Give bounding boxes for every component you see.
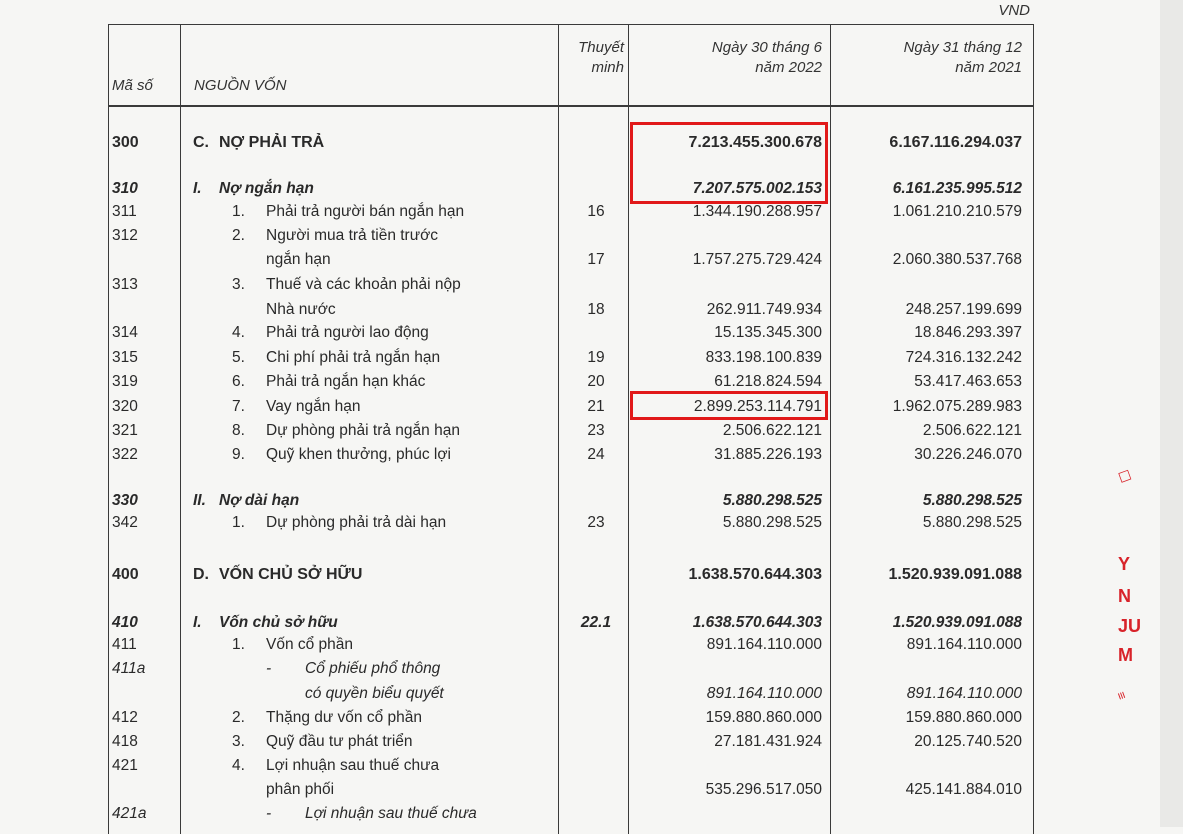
row-code: 330	[112, 492, 138, 509]
row-description: Vay ngắn hạn	[266, 398, 361, 415]
row-description: Phải trả ngắn hạn khác	[266, 373, 426, 390]
row-code: 411	[112, 636, 137, 653]
row-code: 421	[112, 757, 138, 774]
row-code: 421a	[112, 805, 147, 822]
row-value-2021: 1.061.210.210.579	[892, 203, 1022, 220]
row-description: Quỹ đầu tư phát triển	[266, 733, 413, 750]
row-number: 7.	[232, 398, 245, 415]
table-row	[0, 634, 1183, 656]
table-row	[0, 707, 1183, 729]
row-number: 2.	[232, 227, 245, 244]
row-code: 321	[112, 422, 138, 439]
row-value-2021: 6.167.116.294.037	[889, 134, 1022, 151]
row-code: 313	[112, 276, 138, 293]
row-value-2022: 2.506.622.121	[722, 422, 822, 439]
row-code: 319	[112, 373, 138, 390]
table-row	[0, 731, 1183, 753]
row-value-2021: 2.506.622.121	[922, 422, 1022, 439]
table-row	[0, 658, 1183, 680]
row-value-2021: 6.161.235.995.512	[892, 180, 1022, 197]
row-value-2022: 1.344.190.288.957	[692, 203, 822, 220]
table-row-continued	[0, 779, 1183, 801]
header-note-line1: Thuyết	[578, 39, 624, 56]
row-note: 24	[587, 446, 605, 463]
row-value-2022: 5.880.298.525	[722, 514, 822, 531]
table-row	[0, 512, 1183, 534]
row-description: Người mua trả tiền trước	[266, 227, 439, 244]
row-description: Cổ phiếu phổ thông	[305, 660, 441, 677]
row-code: 311	[112, 203, 137, 220]
row-value-2021: 425.141.884.010	[905, 781, 1022, 798]
row-value-2021: 724.316.132.242	[905, 349, 1022, 366]
row-note: 21	[587, 398, 605, 415]
table-row-continued	[0, 249, 1183, 271]
row-description: VỐN CHỦ SỞ HỮU	[219, 566, 363, 583]
row-note: 20	[587, 373, 605, 390]
table-row	[0, 444, 1183, 466]
stamp-char: N	[1118, 586, 1131, 606]
row-value-2022: 891.164.110.000	[706, 636, 822, 653]
row-number: 5.	[232, 349, 245, 366]
row-value-2021: 53.417.463.653	[914, 373, 1022, 390]
row-note: 22.1	[580, 614, 612, 631]
table-row	[0, 564, 1183, 586]
table-row	[0, 420, 1183, 442]
table-row	[0, 803, 1183, 825]
row-code: 342	[112, 514, 138, 531]
row-value-2021: 20.125.740.520	[914, 733, 1022, 750]
row-code: 320	[112, 398, 138, 415]
row-description: Nợ dài hạn	[219, 492, 300, 509]
row-description: Phải trả người lao động	[266, 324, 429, 341]
row-description-line2: phân phối	[266, 781, 335, 798]
table-row	[0, 396, 1183, 418]
row-number: 1.	[232, 514, 245, 531]
row-value-2022: 262.911.749.934	[706, 301, 822, 318]
header-note-line2: minh	[591, 59, 624, 76]
table-row	[0, 755, 1183, 777]
row-description: Chi phí phải trả ngắn hạn	[266, 349, 441, 366]
row-description: Dự phòng phải trả ngắn hạn	[266, 422, 460, 439]
row-dash: -	[266, 805, 272, 822]
table-row	[0, 132, 1183, 154]
row-value-2022: 7.213.455.300.678	[688, 134, 822, 151]
row-value-2022: 7.207.575.002.153	[692, 180, 822, 197]
row-value-2022: 27.181.431.924	[714, 733, 822, 750]
header-source: NGUỒN VỐN	[194, 77, 287, 94]
header-col1-line1: Ngày 30 tháng 6	[711, 39, 822, 56]
row-code: 322	[112, 446, 138, 463]
row-value-2021: 30.226.246.070	[914, 446, 1022, 463]
row-value-2021: 1.962.075.289.983	[892, 398, 1022, 415]
row-value-2022: 31.885.226.193	[714, 446, 822, 463]
row-code: 412	[112, 709, 138, 726]
table-row	[0, 371, 1183, 393]
row-value-2022: 159.880.860.000	[705, 709, 822, 726]
row-description-line2: có quyền biểu quyết	[305, 685, 444, 702]
table-row-continued	[0, 299, 1183, 321]
row-value-2021: 1.520.939.091.088	[892, 614, 1022, 631]
row-section: I.	[193, 180, 202, 197]
stamp-char: Y	[1118, 554, 1131, 574]
row-description: Thặng dư vốn cổ phần	[266, 709, 423, 726]
row-code: 300	[112, 134, 139, 151]
row-description: Quỹ khen thưởng, phúc lợi	[266, 446, 451, 463]
table-row	[0, 201, 1183, 223]
row-section: C.	[193, 134, 209, 151]
row-code: 410	[112, 614, 138, 631]
currency-label: VND	[998, 2, 1030, 19]
company-stamp: ☐ Y N JU M ≡	[1113, 467, 1142, 702]
row-value-2022: 1.638.570.644.303	[688, 566, 822, 583]
row-value-2021: 891.164.110.000	[906, 636, 1022, 653]
row-value-2021: 18.846.293.397	[914, 324, 1022, 341]
row-number: 1.	[232, 203, 245, 220]
row-description: Vốn cổ phần	[266, 636, 354, 653]
row-section: II.	[193, 492, 206, 509]
row-value-2022: 1.638.570.644.303	[692, 614, 822, 631]
header-divider	[108, 105, 1034, 107]
row-code: 418	[112, 733, 138, 750]
row-value-2022: 833.198.100.839	[705, 349, 822, 366]
row-value-2022: 61.218.824.594	[714, 373, 822, 390]
row-description: NỢ PHẢI TRẢ	[219, 134, 325, 151]
table-row	[0, 490, 1183, 512]
header-col2-line2: năm 2021	[955, 59, 1022, 76]
row-description: Vốn chủ sở hữu	[219, 614, 338, 631]
row-value-2021: 891.164.110.000	[906, 685, 1022, 702]
row-value-2021: 2.060.380.537.768	[892, 251, 1022, 268]
stamp-char: JU	[1118, 616, 1142, 636]
table-row	[0, 612, 1183, 634]
table-row	[0, 274, 1183, 296]
row-note: 23	[587, 422, 605, 439]
table-row	[0, 347, 1183, 369]
row-value-2022: 15.135.345.300	[714, 324, 822, 341]
row-number: 9.	[232, 446, 245, 463]
row-number: 3.	[232, 276, 245, 293]
row-description: Nợ ngắn hạn	[219, 180, 314, 197]
header-col1-line2: năm 2022	[755, 59, 822, 76]
row-dash: -	[266, 660, 272, 677]
row-number: 4.	[232, 324, 245, 341]
row-note: 23	[587, 514, 605, 531]
row-description: Dự phòng phải trả dài hạn	[266, 514, 447, 531]
row-value-2021: 159.880.860.000	[905, 709, 1022, 726]
table-row	[0, 178, 1183, 200]
header-col2-line1: Ngày 31 tháng 12	[903, 39, 1022, 56]
row-code: 310	[112, 180, 138, 197]
table-row	[0, 225, 1183, 247]
row-value-2022: 1.757.275.729.424	[692, 251, 822, 268]
row-description-line2: ngắn hạn	[266, 251, 331, 268]
row-number: 8.	[232, 422, 245, 439]
row-section: I.	[193, 614, 202, 631]
row-value-2022: 891.164.110.000	[706, 685, 822, 702]
row-code: 312	[112, 227, 138, 244]
row-note: 16	[587, 203, 605, 220]
row-value-2021: 248.257.199.699	[905, 301, 1022, 318]
row-section: D.	[193, 566, 209, 583]
row-description-line2: Nhà nước	[266, 301, 336, 318]
row-number: 1.	[232, 636, 245, 653]
row-value-2021: 5.880.298.525	[922, 514, 1022, 531]
row-number: 2.	[232, 709, 245, 726]
highlight-box	[630, 391, 828, 420]
row-value-2021: 1.520.939.091.088	[888, 566, 1022, 583]
row-value-2022: 535.296.517.050	[705, 781, 822, 798]
row-number: 6.	[232, 373, 245, 390]
table-row	[0, 322, 1183, 344]
stamp-char: M	[1118, 645, 1133, 665]
row-note: 17	[587, 251, 605, 268]
row-code: 411a	[112, 660, 146, 677]
row-description: Phải trả người bán ngắn hạn	[266, 203, 465, 220]
row-code: 314	[112, 324, 138, 341]
row-note: 19	[587, 349, 605, 366]
row-code: 400	[112, 566, 139, 583]
header-code: Mã số	[112, 77, 153, 94]
row-description: Thuế và các khoản phải nộp	[266, 276, 461, 293]
row-value-2022: 2.899.253.114.791	[693, 398, 822, 415]
row-value-2021: 5.880.298.525	[922, 492, 1022, 509]
highlight-box	[630, 122, 828, 204]
row-code: 315	[112, 349, 138, 366]
row-value-2022: 5.880.298.525	[722, 492, 822, 509]
row-description: Lợi nhuận sau thuế chưa	[266, 757, 440, 774]
row-number: 4.	[232, 757, 245, 774]
row-number: 3.	[232, 733, 245, 750]
row-description: Lợi nhuận sau thuế chưa	[305, 805, 477, 822]
table-row-continued	[0, 683, 1183, 705]
row-note: 18	[587, 301, 605, 318]
